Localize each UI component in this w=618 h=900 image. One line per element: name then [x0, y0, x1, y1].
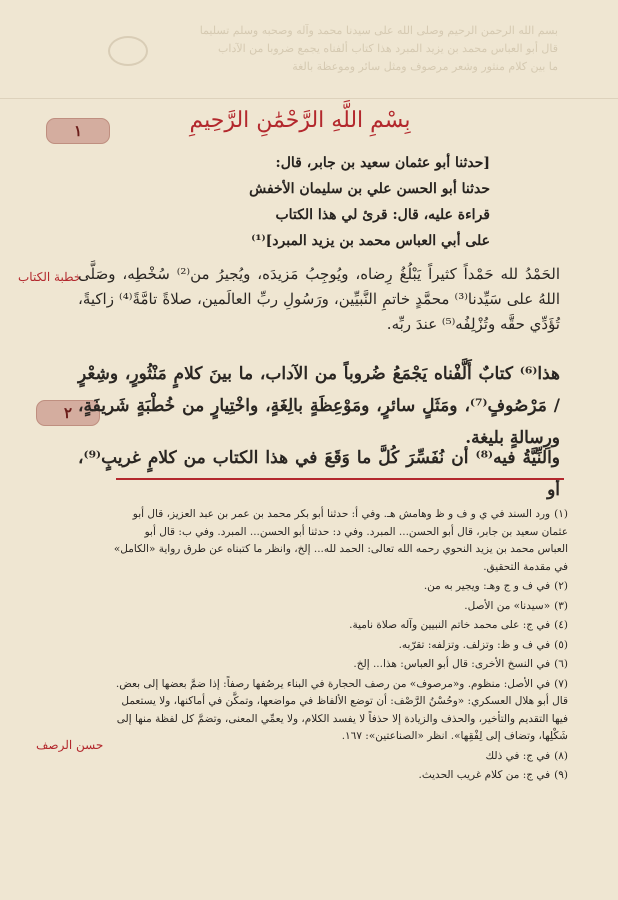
footnote-item: (٣)«سيدنا» من الأصل. [464, 599, 568, 612]
side-note-khutba: خطبة الكتاب [18, 270, 82, 284]
isnad-chain [160, 150, 490, 254]
section-marker-1: ١ [46, 118, 110, 144]
section-marker-2: ٢ [36, 400, 100, 426]
basmala-heading: بِسْمِ اللَّهِ الرَّحْمَٰنِ الرَّحِيمِ [189, 108, 411, 133]
paragraph-kitab: هذا⁽⁶⁾ كتابٌ أَلَّفْناه يَجْمَعُ ضُروباً من الآداب، ما بينَ كلامٍ مَنْثُورٍ، وشِعْرٍ / مَرْصُوفٍ⁽⁷⁾، ومَثَلٍ سائرٍ، ومَوْعِظَةٍ بالِغَةٍ، واخْتِيارٍ من خُطْبَةٍ شَريفَةٍ، ورِسالةٍ بليغة. [78, 364, 560, 448]
isnad-line: على أبي العباس محمد بن يزيد المبرد]⁽¹⁾ [251, 233, 490, 249]
paragraph-niyya: والنِّيَّةُ فيه⁽⁸⁾ أن نُفَسِّرَ كُلَّ ما وَقَعَ في هذا الكتاب من كلامٍ غريبٍ⁽⁹⁾، أو [78, 448, 560, 500]
footnote-item: (٢)في ف و ج وهـ: ويجير به من. [423, 580, 568, 592]
footnotes [112, 506, 568, 787]
footnote-item: (٩)في ج: من كلام غريب الحديث. [418, 769, 568, 781]
side-note-rasf: حسن الرصف [36, 738, 104, 752]
paragraph-hamd: الحَمْدُ لله حَمْداً كثيراً يَبْلُغُ رِضاه، ويُوجِبُ مَزيدَه، ويُجيرُ من⁽²⁾ سُخْطِه، وصَلَّى اللهُ على سَيِّدنا⁽³⁾ محمَّدٍ خاتمِ النَّبيِّين، ورَسُولِ ربِّ العالَمين، صلاةً تامَّةً⁽⁴⁾ زاكيةً، تُؤَدِّي حقَّه وتُزْلِفُه⁽⁵⁾ عندَ ربِّه. [78, 265, 560, 333]
bleed-through-text: بسم الله الرحمن الرحيم وصلى الله على سيدنا محمد وآله وصحبه وسلم تسليما قال أبو العباس محمد بن يزيد المبرد هذا كتاب ألفناه يجمع ضروبا من الآداب ما بين كلام منثور وشعر مرصوف ومثل سائر وموعظة بالغة [199, 24, 558, 73]
footnote-item: (٥)في ف و ظ: وتزلف. وتزلفه: تقرّبه. [398, 638, 568, 651]
isnad-line: قراءة عليه، قال: قرئ لي هذا الكتاب [275, 207, 490, 223]
footnote-item: (١)ورد السند في ي و ف و ظ وهامش هـ. وفي أ: حدثنا أبو بكر محمد بن عمر بن عبد العزيز، قال أبو عثمان سعيد بن جابر، قال أبو الحسن... المبرد. وفي د: حدثنا أبو الحسن... المبرد. وفي ب: قال أبو العباس محمد بن يزيد النحوي رحمه الله تعالى: الحمد لله... إلخ، وانظر ما كتبناه عن طرق رواية «الكامل» في مقدمة التحقيق. [113, 508, 568, 573]
bleed-page-number-ornament [108, 36, 148, 66]
footnote-item: (٧)في الأصل: منظوم. و«مرصوف» من رصف الحجارة في البناء يرصُفها رصفاً: إذا ضمَّ بعضها إلى بعض. قال أبو هلال العسكري: «وحُسْنُ الرَّصْف: أن توضع الألفاظ في مواضعها، وتمكَّن في أماكنها، ولا يستعمل فيها التقديم والتأخير، والحذف والزيادة إلا حذفاً لا يفسد الكلام، ولا يعمِّي المعنى، وتضمَّ كل لفظة منها إلى شَكْلِها، وتضاف إلى لِفْقِها». انظر «الصناعتين»: ١٦٧. [115, 677, 568, 742]
footnote-item: (٦)في النسخ الأخرى: قال أبو العباس: هذا... إلخ. [353, 658, 568, 670]
bleed-rule [0, 98, 618, 99]
footnote-separator [116, 478, 564, 480]
isnad-line: [حدثنا أبو عثمان سعيد بن جابر، قال: [275, 155, 490, 171]
footnote-item: (٨)في ج: في ذلك [485, 749, 568, 762]
footnote-item: (٤)في ج: على محمد خاتم النبيين وآله صلاة نامية. [349, 619, 568, 631]
isnad-line: حدثنا أبو الحسن علي بن سليمان الأخفش [249, 181, 490, 197]
